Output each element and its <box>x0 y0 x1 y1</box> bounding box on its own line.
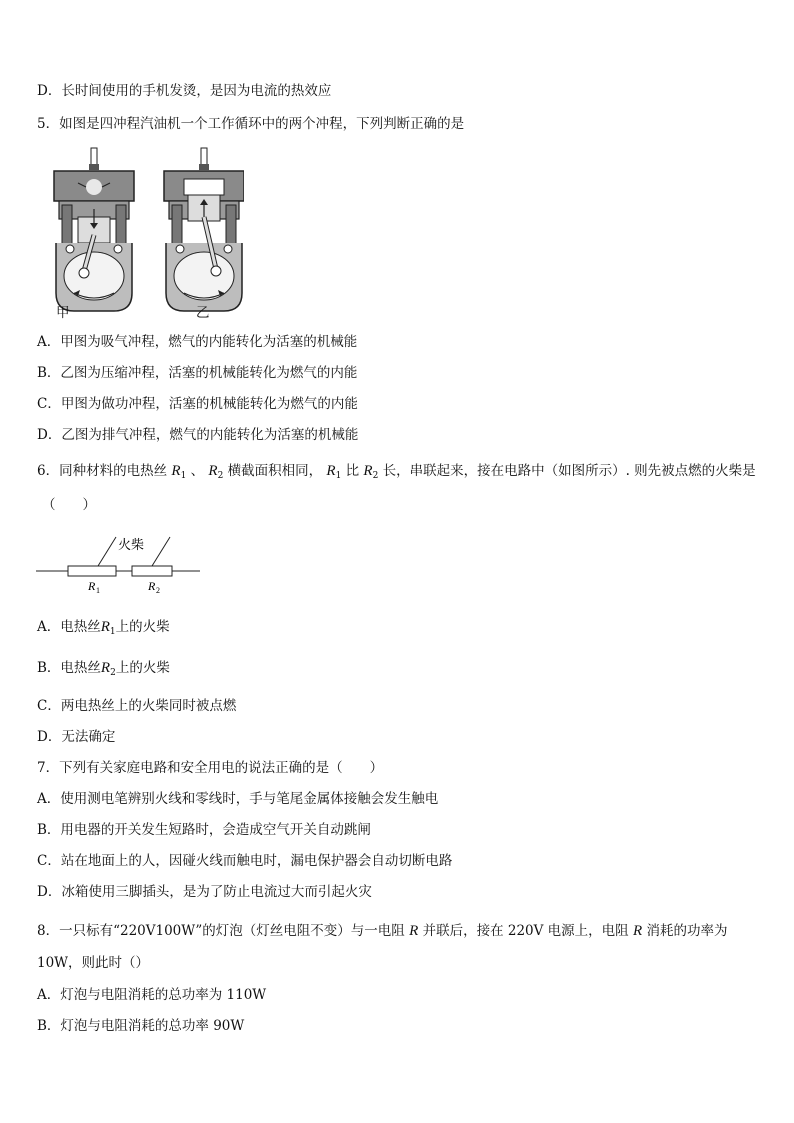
q7-option-a: A．使用测电笔辨别火线和零线时，手与笔尾金属体接触会发生触电 <box>37 791 439 807</box>
q6-answer-paren: （ ） <box>42 497 96 513</box>
engine-stroke-figure <box>44 143 244 323</box>
q6-separator: 、 <box>190 463 205 479</box>
engine-jia-diagram <box>54 148 134 311</box>
q8-stem-part-a: 8．一只标有“220V100W”的灯泡（灯丝电阻不变）与一电阻 <box>37 923 405 939</box>
r1-symbol-2: R <box>326 463 336 479</box>
engine-yi-diagram <box>164 148 244 311</box>
q4-option-d: D．长时间使用的手机发烫，是因为电流的热效应 <box>37 83 332 99</box>
fig-r2-label: R <box>148 579 156 593</box>
q6-option-a <box>37 618 170 641</box>
q5-stem: 5．如图是四冲程汽油机一个工作循环中的两个冲程，下列判断正确的是 <box>37 116 465 132</box>
q6-option-a-pre: A．电热丝 <box>37 619 101 635</box>
q8-stem-part-b: 并联后，接在 220V 电源上，电阻 <box>422 923 629 939</box>
q8-stem-part-c: 消耗的功率为 <box>646 923 728 939</box>
q6-option-b-pre: B．电热丝 <box>37 660 101 676</box>
r2-symbol: R <box>208 463 218 479</box>
q5-option-c: C．甲图为做功冲程，活塞的机械能转化为燃气的内能 <box>37 396 358 412</box>
figure-label-jia: 甲 <box>56 305 70 321</box>
circuit-figure <box>36 535 206 605</box>
q7-option-c: C．站在地面上的人，因碰火线而触电时，漏电保护器会自动切断电路 <box>37 853 453 869</box>
q6-stem-part-b: 横截面积相同， <box>227 463 323 479</box>
q6-option-b-r: R <box>100 660 111 676</box>
q7-option-d: D．冰箱使用三脚插头，是为了防止电流过大而引起火灾 <box>37 884 372 900</box>
q5-option-d: D．乙图为排气冲程，燃气的内能转化为活塞的机械能 <box>37 427 359 443</box>
fig-r2-sub: 2 <box>156 586 160 595</box>
r2-subscript: 2 <box>217 471 224 481</box>
fig-r1-sub: 1 <box>96 586 100 595</box>
q8-r-symbol-2: R <box>632 923 643 939</box>
q6-stem-part-a: 6．同种材料的电热丝 <box>37 463 168 479</box>
q6-option-d: D．无法确定 <box>37 729 116 745</box>
q7-option-b: B．用电器的开关发生短路时，会造成空气开关自动跳闸 <box>37 822 371 838</box>
q6-option-b-post: 上的火柴 <box>115 660 170 676</box>
q6-option-a-r: R <box>100 619 110 635</box>
r1-symbol: R <box>171 463 181 479</box>
figure-label-yi: 乙 <box>196 305 210 321</box>
q6-option-a-post: 上的火柴 <box>115 619 170 635</box>
q6-stem-part-d: 长，串联起来，接在电路中（如图所示）. 则先被点燃的火柴是 <box>382 463 756 479</box>
r2-symbol-2: R <box>363 463 373 479</box>
q6-option-a-sub: 1 <box>109 627 116 637</box>
q8-option-b: B．灯泡与电阻消耗的总功率 90W <box>37 1018 245 1034</box>
q8-stem-line2: 10W，则此时（） <box>37 955 150 971</box>
q6-option-b-sub: 2 <box>110 668 116 678</box>
fig-r1-label: R <box>88 579 96 593</box>
q6-stem <box>37 462 756 485</box>
q8-r-symbol: R <box>409 923 419 939</box>
q8-stem-line1 <box>37 922 727 940</box>
q8-option-a: A．灯泡与电阻消耗的总功率为 110W <box>37 987 267 1003</box>
q6-option-c: C．两电热丝上的火柴同时被点燃 <box>37 698 237 714</box>
q7-stem: 7．下列有关家庭电路和安全用电的说法正确的是（ ） <box>37 760 384 776</box>
match-label: 火柴 <box>118 537 145 552</box>
r2-subscript-2: 2 <box>372 471 379 481</box>
q5-option-b: B．乙图为压缩冲程，活塞的机械能转化为燃气的内能 <box>37 365 358 381</box>
q5-option-a: A．甲图为吸气冲程，燃气的内能转化为活塞的机械能 <box>37 334 358 350</box>
q6-stem-part-c: 比 <box>345 463 360 479</box>
r1-subscript: 1 <box>180 471 187 481</box>
q6-option-b <box>37 659 170 682</box>
r1-subscript-2: 1 <box>335 471 342 481</box>
